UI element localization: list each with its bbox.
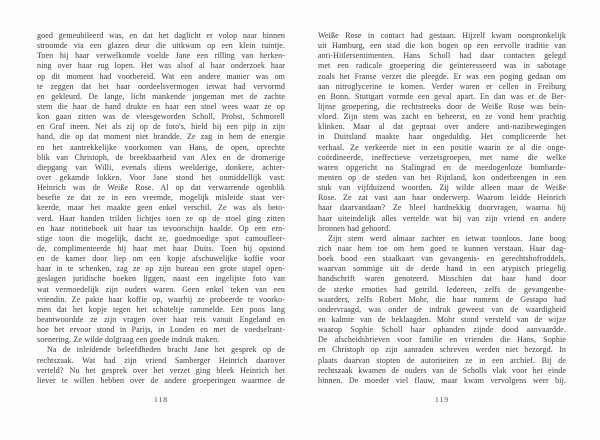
text-line: haar daarvandaan? Ze bleef hardnekkig doorvragen, waarna hij — [318, 203, 566, 213]
text-line: bronnen had gehoord. — [318, 223, 391, 233]
text-line: en gekleurd. De lange, licht mankende jongeman met de zachte — [37, 91, 285, 101]
text-line: Na de inleidende beleefdheden bracht Jane het gesprek op de — [47, 345, 285, 355]
text-line: te zeggen dat het haar oordeelsvermogen ietwat had vervormd — [37, 81, 285, 91]
text-line: rechtszaak. Wat had zijn vriend Samberger Heinrich daarover — [37, 355, 285, 365]
text-line: aan nitroglycerine te komen. Verder waren er cellen in Freiburg — [318, 81, 566, 91]
page-number-left: 118 — [153, 394, 169, 404]
text-line: de, complimenteerde hij haar met haar Duits. Toen hij opstond — [37, 243, 285, 253]
page-right — [318, 31, 566, 404]
text-line: beantwoordde ze zijn vragen over haar reis vanuit Engeland en — [37, 314, 285, 324]
text-line: hoe het ervoor stond in Parijs, in Londen en met de voedselrant- — [37, 325, 285, 335]
text-line: waarvan sommige uit de derde hand in een atypisch priegelig — [318, 264, 566, 274]
text-line: diepgang van Willi, evenals diens weelderige, donkere, achter- — [37, 162, 285, 172]
text-line: met een radicale groepering die geïnteresseerd was in sabotage — [318, 61, 566, 71]
page-left — [37, 31, 285, 404]
text-line: blik van Christoph, de breekbaarheid van Alex en de dromerige — [37, 152, 285, 162]
text-line: handschrift waren genoteerd. Misschien dat haar hand door — [318, 274, 566, 284]
text-line: Heinrich was de Weiße Rose. Al op dat verwarrende ogenblik — [37, 183, 285, 193]
text-line: De afscheidsbrieven voor familie en vrienden die Hans, Sophie — [318, 335, 566, 345]
text-line: waarders, zelfs Robert Mohr, die haar namens de Gestapo had — [318, 294, 566, 304]
text-line: Zijn stem werd almaar zachter en ietwat toonloos. Jane boog — [328, 233, 566, 243]
text-line: menten op de steden van het Rijnland, kon onderbrengen in een — [318, 172, 566, 182]
text-line: klinken. Maar al dat gepraat over andere anti-nazibewegingen — [318, 122, 566, 132]
text-line: coördineerde, ineffectieve verzetsgroepen, met name die welke — [318, 152, 566, 162]
text-line: stroomde via een glazen deur die uitkwam op een klein tuintje. — [37, 41, 285, 51]
page-number-right: 119 — [434, 394, 450, 404]
text-line: en de kamer door liep om een kopje afschuwelijke koffie voor — [37, 254, 285, 264]
text-line: vriendin. Ze pakte haar koffie op, waarbij ze probeerde te voorko- — [37, 294, 285, 304]
text-line: en Bonn. Stuttgart vormde een geval apart. En dan was er de Ber- — [318, 91, 566, 101]
text-line: besefte ze dat ze in een vreemde, mogelijk misleide staat ver- — [37, 193, 285, 203]
text-line: waarop Sophie Scholl haar ophanden zijnde dood aanvaardde. — [318, 325, 566, 335]
text-line: uit Hamburg, een stad die kon bogen op een eervolle traditie van — [318, 41, 566, 51]
text-line: plaats daarvan stopten de autoriteiten ze in een archief. Bij de — [318, 355, 566, 365]
text-line: waren opgericht na Stalingrad en de meedogenloze bombarde- — [318, 162, 566, 172]
text-line: rechtszaak kwamen de ouders van de Scholls vlak voor het einde — [318, 365, 566, 375]
text-line: stige toon die mogelijk, dacht ze, goedmoedige spot camoufleer- — [37, 233, 285, 243]
text-line: ning over haar rug lopen. Het was alsof al haar onderzoek haar — [37, 61, 285, 71]
text-line: ondervraagd, was onder de indruk geweest van de waardigheid — [318, 304, 566, 314]
page-right-text-column — [318, 31, 566, 386]
text-line: anti-Hitlersentimenten. Hans Scholl had daar contacten gelegd — [318, 51, 566, 61]
text-line: goed gemeubileerd was, en dat het daglicht er volop naar binnen — [37, 31, 285, 40]
text-line: soenering. Ze wilde dolgraag een goede indruk maken. — [37, 335, 220, 345]
text-line: Weiße Rose in contact had gestaan. Hijzelf kwam oorspronkelijk — [318, 31, 566, 40]
text-line: hand, die op dat moment niet brandde. Ze zag in hem de energie — [37, 132, 285, 142]
text-line: kon gaan zitten was de vleesgeworden Scholl, Probst, Schmorell — [37, 112, 285, 122]
text-line: geslagen juridische boeken liggen, naast een ingelijste foto van — [37, 274, 285, 284]
text-line: de sterke emoties had getrild. Iedereen, zelfs de gevangenbe- — [318, 284, 566, 294]
text-line: Rose. Ze zat vast aan haar onderwerp. Waarom leidde Heinrich — [318, 193, 566, 203]
text-line: zich naar hem toe om hem goed te kunnen verstaan. Haar dag- — [318, 243, 566, 253]
text-line: wat vermoedelijk zijn ouders waren. Geen enkel teken van een — [37, 284, 285, 294]
text-line: vloed. Zijn stem was zacht en beheerst, en ze vond hem prachtig — [318, 112, 566, 122]
text-line: men dat het kopje tegen het schoteltje rammelde. Een poos lang — [37, 304, 285, 314]
text-line: binnen. De moeder viel flauw, maar kwam vervolgens weer bij. — [318, 375, 566, 385]
text-line: verhaal. Ze verkeerde niet in een positie waarin ze al die onge- — [318, 142, 566, 152]
text-line: keerde, maar het maakte geen enkel verschil. Ze was als beto- — [37, 203, 285, 213]
text-line: lijnse groepering, die rechtstreeks door de Weiße Rose was beïn- — [318, 101, 566, 111]
text-line: haar in te schenken, zag ze op zijn bureau een grote stapel open- — [37, 264, 285, 274]
text-line: en het aantrekkelijke voorkomen van Hans, de open, oprechte — [37, 142, 285, 152]
text-line: liever te willen hebben over de andere groeperingen waarmee de — [37, 375, 285, 385]
text-line: haar uiteindelijk alles vertelde wat hij van zijn vriend en andere — [318, 213, 566, 223]
text-line: stuk van vijfduizend woorden. Zij wilde alleen maar de Weiße — [318, 183, 566, 193]
text-line: zoals het Franse verzet die pleegde. Er was een poging gedaan om — [318, 71, 566, 81]
text-line: boek bood een staalkaart van gevangenis- en gerechtshofroddels, — [318, 254, 566, 264]
text-line: en kalmte van de beklaagden. Mohr stond versteld van de wijze — [318, 314, 566, 324]
text-line: stem die haar de hand drukte en haar een stoel wees waar ze op — [37, 101, 285, 111]
text-line: en Christoph op zijn aanraden schreven werden niet bezorgd. In — [318, 345, 566, 355]
text-line: verteld? Nu het gesprek over het verzet ging bleek Heinrich het — [37, 365, 285, 375]
text-line: en haar notitieboek uit haar tas tevoorschijn haalde. Op een ern- — [37, 223, 285, 233]
text-line: Toen hij haar verwelkomde voelde Jane een rilling van herken- — [37, 51, 285, 61]
text-line: in Duitsland maakte haar ongeduldig. Het compliceerde het — [318, 132, 566, 142]
text-line: verd. Haar handen trilden lichtjes toen ze op de stoel ging zitten — [37, 213, 285, 223]
page-left-text-column — [37, 31, 285, 386]
text-line: over gekamde lokken. Voor Jane stond het onmiddellijk vast: — [37, 172, 285, 182]
text-line: en Graf ineen. Net als zij op de foto's, hield hij een pijp in zijn — [37, 122, 285, 132]
text-line: op dit moment had voorbereid. Wat een andere manier was om — [37, 71, 285, 81]
